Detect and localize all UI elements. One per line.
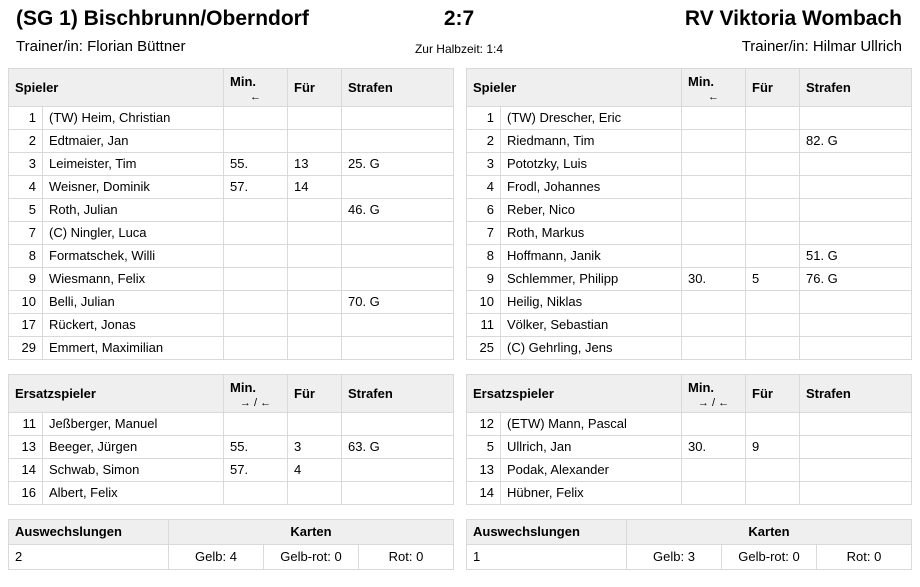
table-header-row <box>467 375 912 413</box>
player-number: 2 <box>9 130 43 153</box>
away-subs-body <box>467 413 912 505</box>
player-name: Riedmann, Tim <box>501 130 682 153</box>
col-header-strafen: Strafen <box>342 375 454 413</box>
home-starters-column <box>8 68 454 360</box>
table-row <box>467 314 912 337</box>
player-number: 7 <box>467 222 501 245</box>
home-team-name: (SG 1) Bischbrunn/Oberndorf <box>16 7 309 30</box>
player-number: 12 <box>467 413 501 436</box>
totals-value-row <box>467 545 912 570</box>
player-number: 9 <box>9 268 43 291</box>
away-totals-table <box>466 519 912 570</box>
player-penalty <box>800 436 912 459</box>
col-header-min-label: Min. <box>230 379 256 395</box>
player-minute <box>224 413 288 436</box>
player-minute <box>682 130 746 153</box>
player-for: 3 <box>288 436 342 459</box>
home-cards-label: Karten <box>169 520 454 545</box>
table-row <box>9 436 454 459</box>
home-rot-count: Rot: 0 <box>359 545 454 570</box>
player-minute: 30. <box>682 268 746 291</box>
player-name: Albert, Felix <box>43 482 224 505</box>
player-number: 29 <box>9 337 43 360</box>
player-name: Hübner, Felix <box>501 482 682 505</box>
player-number: 17 <box>9 314 43 337</box>
player-name: (TW) Drescher, Eric <box>501 107 682 130</box>
player-penalty: 76. G <box>800 268 912 291</box>
player-for <box>746 107 800 130</box>
col-header-min-label: Min. <box>230 73 256 89</box>
player-number: 6 <box>467 199 501 222</box>
player-name: Jeßberger, Manuel <box>43 413 224 436</box>
player-for <box>746 291 800 314</box>
away-subs-table <box>466 374 912 505</box>
player-number: 4 <box>9 176 43 199</box>
player-penalty: 70. G <box>342 291 454 314</box>
player-for: 5 <box>746 268 800 291</box>
table-row <box>467 291 912 314</box>
player-number: 14 <box>9 459 43 482</box>
player-for <box>288 314 342 337</box>
player-for: 4 <box>288 459 342 482</box>
player-minute <box>682 459 746 482</box>
col-header-subs: Ersatzspieler <box>467 375 682 413</box>
player-minute: 57. <box>224 459 288 482</box>
col-header-min-label: Min. <box>688 379 714 395</box>
away-subs-label: Auswechslungen <box>467 520 627 545</box>
away-gelb-count: Gelb: 3 <box>627 545 722 570</box>
player-for: 13 <box>288 153 342 176</box>
player-penalty <box>800 176 912 199</box>
player-penalty <box>342 337 454 360</box>
player-for <box>288 291 342 314</box>
player-name: Rückert, Jonas <box>43 314 224 337</box>
table-row <box>467 482 912 505</box>
player-number: 9 <box>467 268 501 291</box>
player-number: 5 <box>467 436 501 459</box>
player-for <box>288 337 342 360</box>
player-for <box>288 268 342 291</box>
away-starters-body <box>467 107 912 360</box>
player-name: (C) Ningler, Luca <box>43 222 224 245</box>
player-number: 10 <box>9 291 43 314</box>
player-penalty <box>342 107 454 130</box>
table-row <box>9 314 454 337</box>
player-name: (TW) Heim, Christian <box>43 107 224 130</box>
player-minute <box>224 314 288 337</box>
home-gelbrot-count: Gelb-rot: 0 <box>264 545 359 570</box>
home-subs-table <box>8 374 454 505</box>
player-penalty: 82. G <box>800 130 912 153</box>
table-row <box>467 130 912 153</box>
table-row <box>467 268 912 291</box>
table-row <box>467 413 912 436</box>
home-totals-table <box>8 519 454 570</box>
player-number: 3 <box>467 153 501 176</box>
player-penalty <box>342 130 454 153</box>
substitutes-section <box>6 374 914 505</box>
player-name: Weisner, Dominik <box>43 176 224 199</box>
player-name: (C) Gehrling, Jens <box>501 337 682 360</box>
player-for <box>746 130 800 153</box>
table-row <box>467 459 912 482</box>
player-penalty <box>800 222 912 245</box>
player-minute <box>682 176 746 199</box>
player-for <box>288 130 342 153</box>
player-for <box>746 482 800 505</box>
player-minute <box>682 482 746 505</box>
col-header-min <box>682 375 746 413</box>
away-subs-count: 1 <box>467 545 627 570</box>
col-header-min-arrow: ← <box>250 90 261 103</box>
player-minute <box>682 413 746 436</box>
player-penalty <box>342 245 454 268</box>
player-penalty <box>342 413 454 436</box>
player-name: Schlemmer, Philipp <box>501 268 682 291</box>
player-minute: 55. <box>224 153 288 176</box>
home-team-block <box>10 6 364 58</box>
away-gelbrot-count: Gelb-rot: 0 <box>722 545 817 570</box>
col-header-min <box>224 375 288 413</box>
table-row <box>9 291 454 314</box>
match-header <box>6 0 914 62</box>
col-header-min-arrows: → / ← <box>697 396 730 409</box>
player-penalty <box>800 482 912 505</box>
table-row <box>467 245 912 268</box>
home-totals-column <box>8 519 454 570</box>
table-row <box>9 153 454 176</box>
totals-header-row <box>9 520 454 545</box>
player-number: 8 <box>9 245 43 268</box>
player-minute: 30. <box>682 436 746 459</box>
player-minute <box>682 222 746 245</box>
table-row <box>467 107 912 130</box>
col-header-strafen: Strafen <box>342 69 454 107</box>
table-row <box>9 245 454 268</box>
player-minute <box>224 199 288 222</box>
player-penalty: 63. G <box>342 436 454 459</box>
away-team-block <box>554 6 910 58</box>
player-penalty <box>342 176 454 199</box>
player-penalty <box>800 337 912 360</box>
player-for <box>746 153 800 176</box>
player-for <box>746 337 800 360</box>
home-subs-body <box>9 413 454 505</box>
player-number: 13 <box>467 459 501 482</box>
home-coach: Trainer/in: Florian Büttner <box>16 38 186 55</box>
player-minute <box>682 291 746 314</box>
col-header-fur: Für <box>746 375 800 413</box>
table-row <box>467 222 912 245</box>
away-cards-label: Karten <box>627 520 912 545</box>
col-header-subs: Ersatzspieler <box>9 375 224 413</box>
player-name: Emmert, Maximilian <box>43 337 224 360</box>
away-team-name: RV Viktoria Wombach <box>684 7 902 30</box>
player-number: 2 <box>467 130 501 153</box>
table-row <box>9 482 454 505</box>
away-totals-column <box>466 519 912 570</box>
table-row <box>9 222 454 245</box>
player-penalty <box>342 268 454 291</box>
table-row <box>467 153 912 176</box>
col-header-fur: Für <box>288 69 342 107</box>
table-row <box>467 176 912 199</box>
player-minute: 55. <box>224 436 288 459</box>
col-header-fur: Für <box>288 375 342 413</box>
player-minute <box>224 222 288 245</box>
player-penalty <box>800 107 912 130</box>
player-minute: 57. <box>224 176 288 199</box>
player-minute <box>224 130 288 153</box>
player-for <box>746 199 800 222</box>
player-number: 1 <box>467 107 501 130</box>
player-name: Belli, Julian <box>43 291 224 314</box>
player-penalty <box>342 482 454 505</box>
table-row <box>467 436 912 459</box>
table-row <box>9 130 454 153</box>
player-for <box>288 199 342 222</box>
starters-section <box>6 68 914 360</box>
player-number: 10 <box>467 291 501 314</box>
col-header-min <box>224 69 288 107</box>
player-number: 13 <box>9 436 43 459</box>
player-penalty <box>342 459 454 482</box>
table-row <box>467 199 912 222</box>
player-name: Pototzky, Luis <box>501 153 682 176</box>
player-name: Ullrich, Jan <box>501 436 682 459</box>
table-row <box>9 107 454 130</box>
col-header-players: Spieler <box>467 69 682 107</box>
player-minute <box>682 314 746 337</box>
player-number: 11 <box>9 413 43 436</box>
player-penalty: 46. G <box>342 199 454 222</box>
player-for <box>288 222 342 245</box>
player-minute <box>224 291 288 314</box>
player-penalty <box>800 413 912 436</box>
player-number: 14 <box>467 482 501 505</box>
col-header-strafen: Strafen <box>800 69 912 107</box>
player-number: 8 <box>467 245 501 268</box>
home-starters-body <box>9 107 454 360</box>
col-header-strafen: Strafen <box>800 375 912 413</box>
table-header-row <box>467 69 912 107</box>
score-block <box>364 6 554 60</box>
col-header-min <box>682 69 746 107</box>
player-number: 1 <box>9 107 43 130</box>
player-name: (ETW) Mann, Pascal <box>501 413 682 436</box>
col-header-min-label: Min. <box>688 73 714 89</box>
col-header-min-arrows: → / ← <box>239 396 272 409</box>
player-minute <box>224 337 288 360</box>
col-header-players: Spieler <box>9 69 224 107</box>
table-row <box>467 337 912 360</box>
totals-value-row <box>9 545 454 570</box>
table-row <box>9 459 454 482</box>
home-subs-column <box>8 374 454 505</box>
col-header-fur: Für <box>746 69 800 107</box>
player-penalty <box>800 153 912 176</box>
col-header-min-arrow: ← <box>708 90 719 103</box>
table-row <box>9 176 454 199</box>
player-for <box>746 314 800 337</box>
player-for <box>746 459 800 482</box>
player-name: Heilig, Niklas <box>501 291 682 314</box>
table-row <box>9 413 454 436</box>
player-penalty <box>800 291 912 314</box>
table-row <box>9 199 454 222</box>
table-header-row <box>9 375 454 413</box>
player-number: 3 <box>9 153 43 176</box>
player-number: 25 <box>467 337 501 360</box>
totals-section <box>6 519 914 570</box>
table-header-row <box>9 69 454 107</box>
away-starters-table <box>466 68 912 360</box>
player-name: Formatschek, Willi <box>43 245 224 268</box>
player-penalty: 51. G <box>800 245 912 268</box>
away-rot-count: Rot: 0 <box>817 545 912 570</box>
table-row <box>9 268 454 291</box>
totals-header-row <box>467 520 912 545</box>
player-minute <box>682 107 746 130</box>
player-name: Beeger, Jürgen <box>43 436 224 459</box>
player-name: Reber, Nico <box>501 199 682 222</box>
player-number: 5 <box>9 199 43 222</box>
player-name: Frodl, Johannes <box>501 176 682 199</box>
player-number: 4 <box>467 176 501 199</box>
player-minute <box>682 153 746 176</box>
player-number: 11 <box>467 314 501 337</box>
player-penalty <box>800 314 912 337</box>
halftime-score: Zur Halbzeit: 1:4 <box>414 42 504 56</box>
home-gelb-count: Gelb: 4 <box>169 545 264 570</box>
player-number: 16 <box>9 482 43 505</box>
home-subs-count: 2 <box>9 545 169 570</box>
player-for <box>288 245 342 268</box>
table-row <box>9 337 454 360</box>
player-for <box>288 107 342 130</box>
player-name: Wiesmann, Felix <box>43 268 224 291</box>
player-name: Edtmaier, Jan <box>43 130 224 153</box>
player-number: 7 <box>9 222 43 245</box>
player-minute <box>224 107 288 130</box>
player-minute <box>682 199 746 222</box>
final-score: 2:7 <box>443 7 475 30</box>
home-subs-label: Auswechslungen <box>9 520 169 545</box>
player-for <box>746 245 800 268</box>
home-starters-table <box>8 68 454 360</box>
player-for: 9 <box>746 436 800 459</box>
player-name: Leimeister, Tim <box>43 153 224 176</box>
player-for <box>746 413 800 436</box>
player-name: Roth, Markus <box>501 222 682 245</box>
player-penalty <box>342 222 454 245</box>
player-penalty <box>800 199 912 222</box>
player-minute <box>224 268 288 291</box>
player-penalty <box>342 314 454 337</box>
player-for <box>746 176 800 199</box>
player-penalty <box>800 459 912 482</box>
player-minute <box>224 245 288 268</box>
player-name: Hoffmann, Janik <box>501 245 682 268</box>
away-coach: Trainer/in: Hilmar Ullrich <box>741 38 902 55</box>
player-for <box>288 482 342 505</box>
player-name: Völker, Sebastian <box>501 314 682 337</box>
player-name: Podak, Alexander <box>501 459 682 482</box>
player-name: Schwab, Simon <box>43 459 224 482</box>
player-for: 14 <box>288 176 342 199</box>
away-subs-column <box>466 374 912 505</box>
player-name: Roth, Julian <box>43 199 224 222</box>
player-minute <box>682 245 746 268</box>
player-for <box>288 413 342 436</box>
player-penalty: 25. G <box>342 153 454 176</box>
player-for <box>746 222 800 245</box>
player-minute <box>224 482 288 505</box>
player-minute <box>682 337 746 360</box>
away-starters-column <box>466 68 912 360</box>
